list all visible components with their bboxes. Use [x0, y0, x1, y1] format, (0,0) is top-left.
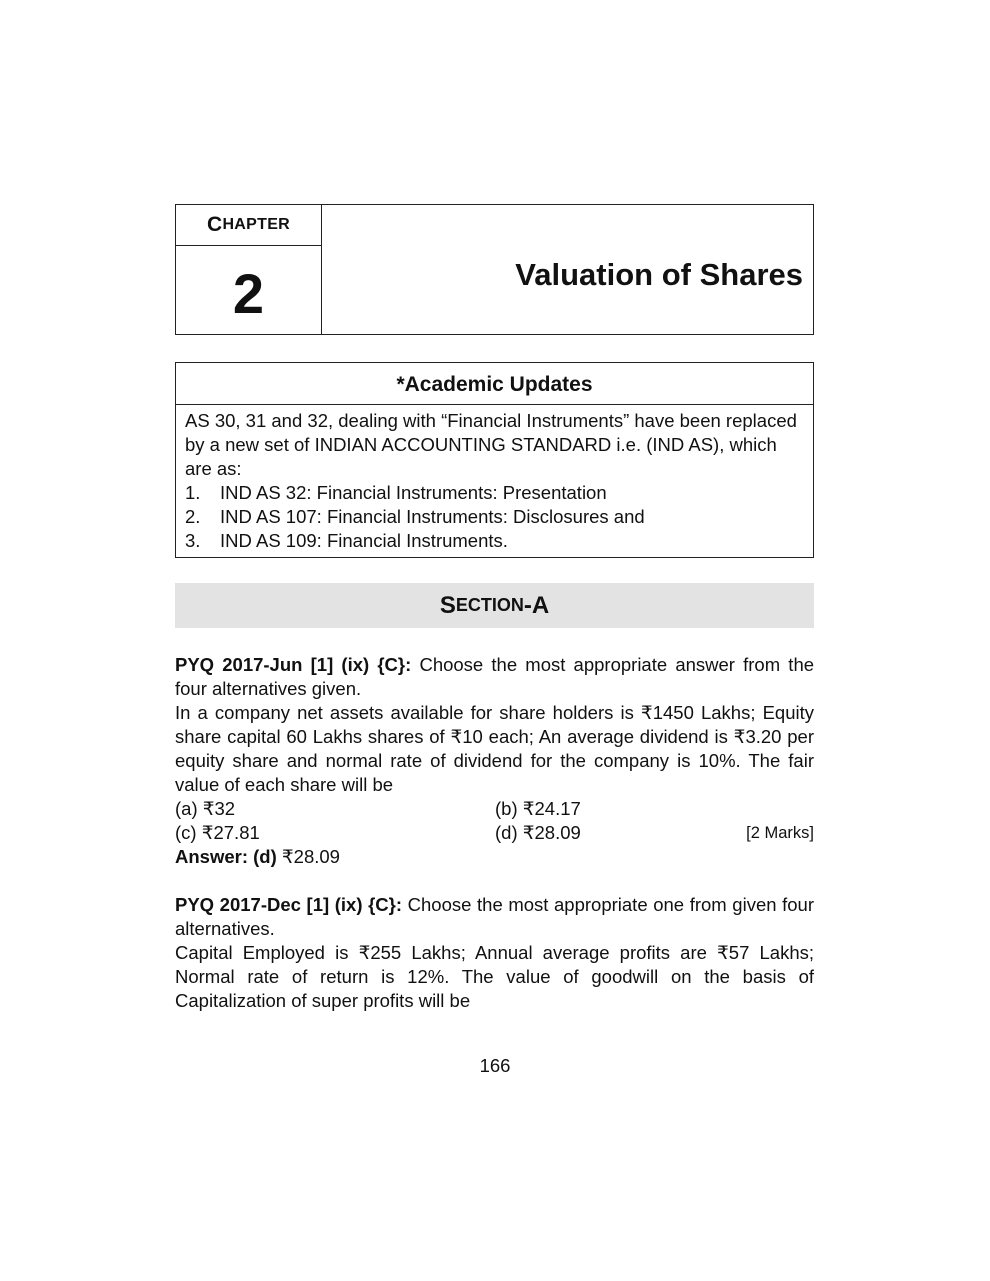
option-c: (c) ₹27.81 [175, 822, 260, 843]
question-prompt: Choose the most appropriate answer from the four alternatives given. [175, 654, 815, 699]
list-item-number: 3. [185, 530, 201, 551]
option-a: (a) ₹32 [175, 798, 236, 819]
chapter-number-panel [176, 205, 322, 334]
list-item-number: 2. [185, 506, 201, 527]
list-item-text: IND AS 32: Financial Instruments: Presentation [220, 482, 607, 503]
chapter-label [176, 205, 321, 246]
chapter-label-initial: C [206, 213, 223, 236]
answer-options [175, 797, 814, 845]
page-number: 166 [479, 1055, 511, 1076]
question-intro [175, 893, 814, 941]
questions-content [175, 653, 814, 1013]
question-intro [175, 653, 814, 701]
chapter-label-rest: HAPTER [222, 216, 291, 233]
marks-label: [2 Marks] [746, 824, 814, 842]
answer-line [175, 845, 814, 869]
question-body: In a company net assets available for share holders is ₹1450 Lakhs; Equity share capital 60 Lakhs shares of ₹10 each; An average dividend is ₹3.20 per equity share and normal rate of dividend for the company is 10%. The fair value of each share will be [175, 702, 814, 795]
section-suffix: -A [523, 591, 550, 619]
question-heading: PYQ 2017-Jun [1] (ix) {C}: [175, 654, 412, 675]
academic-updates-list [185, 481, 804, 553]
chapter-number: 2 [232, 261, 265, 325]
question-heading: PYQ 2017-Dec [1] (ix) {C}: [175, 894, 403, 915]
list-item-number: 1. [185, 482, 201, 503]
spacer [175, 869, 814, 893]
section-rest: ECTION [455, 595, 524, 615]
option-b: (b) ₹24.17 [495, 798, 581, 819]
chapter-title: Valuation of Shares [515, 257, 803, 292]
list-item [185, 529, 804, 553]
question-prompt: Choose the most appropriate one from given four alternatives. [175, 894, 815, 939]
list-item-text: IND AS 107: Financial Instruments: Disclosures and [220, 506, 645, 527]
list-item [185, 505, 804, 529]
academic-updates-heading: *Academic Updates [176, 363, 813, 405]
academic-updates-box [175, 362, 814, 558]
answer-label: Answer: (d) [175, 846, 277, 867]
list-item [185, 481, 804, 505]
section-banner [175, 583, 814, 628]
answer-value: ₹28.09 [281, 846, 340, 867]
option-d: (d) ₹28.09 [495, 822, 581, 843]
section-initial: S [439, 591, 456, 619]
list-item-text: IND AS 109: Financial Instruments. [220, 530, 508, 551]
chapter-header [175, 204, 814, 335]
academic-updates-intro: AS 30, 31 and 32, dealing with “Financial Instruments” have been replaced by a new set of INDIAN ACCOUNTING STANDARD i.e. (IND AS), which are as: [185, 410, 797, 479]
academic-updates-body [176, 405, 813, 553]
question-body: Capital Employed is ₹255 Lakhs; Annual average profits are ₹57 Lakhs; Normal rate of return is 12%. The value of goodwill on the basis of Capitalization of super profits will be [175, 942, 814, 1011]
